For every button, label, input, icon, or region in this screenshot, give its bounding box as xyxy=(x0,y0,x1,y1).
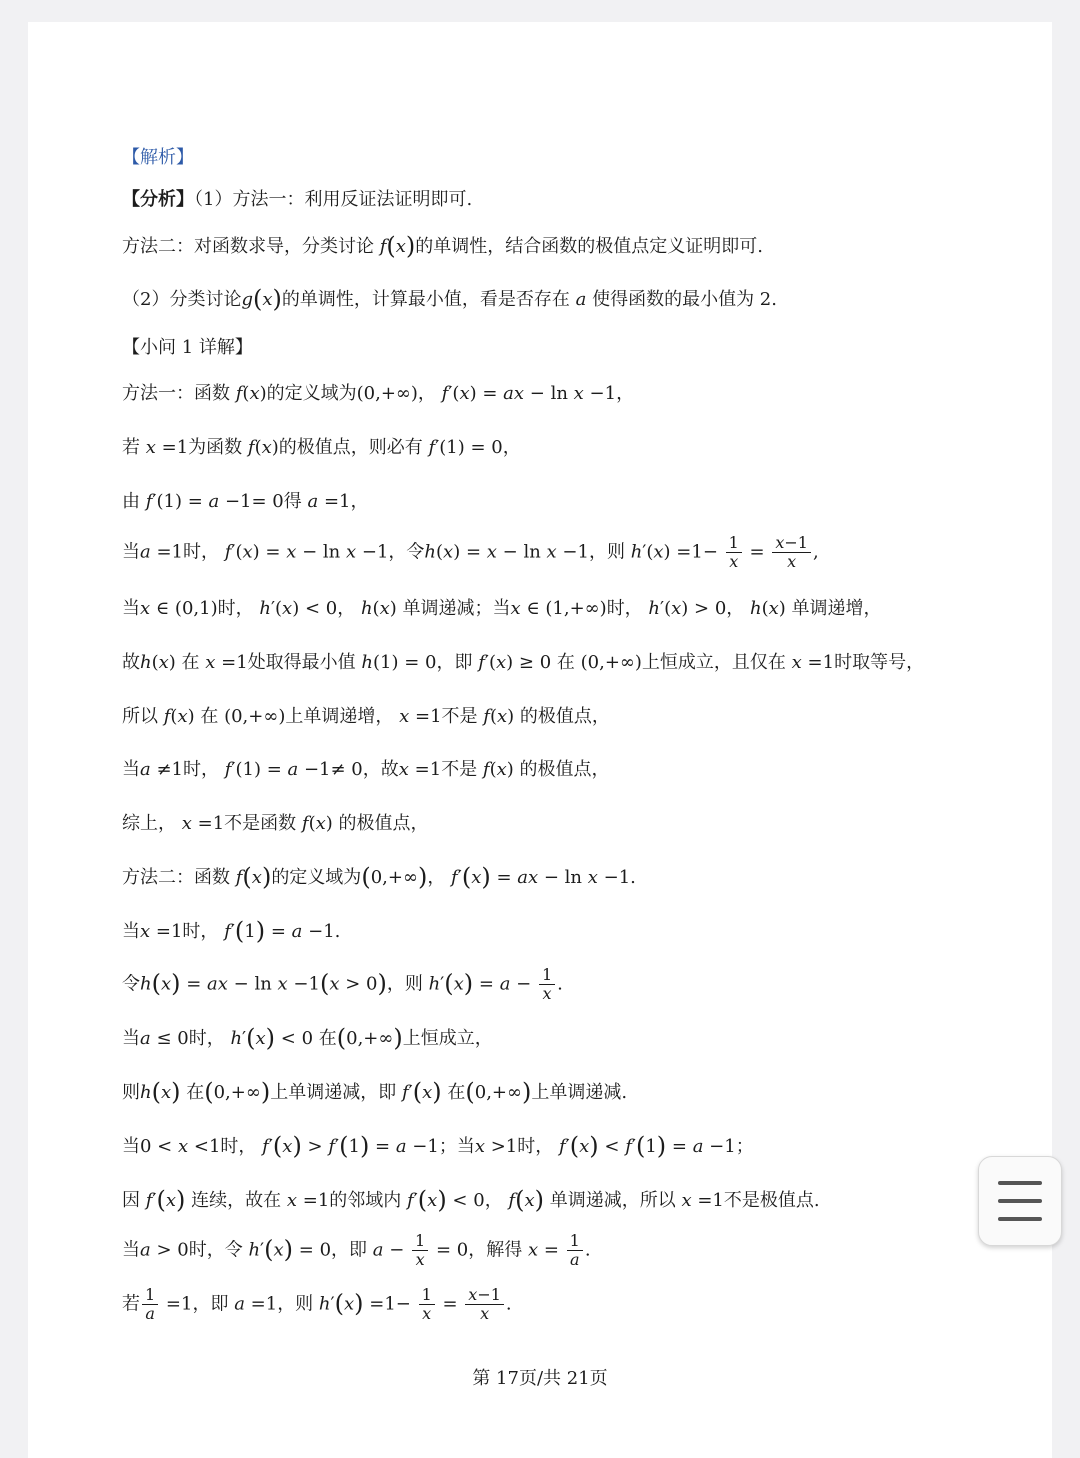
q1-method2-line-4: 当a ≤ 0时， h′(x) < 0 在(0,+∞)上恒成立， xyxy=(122,1024,493,1052)
q1-line-8: 当a ≠1时， f′(1) = a −1≠ 0，故x =1不是 f(x) 的极值点， xyxy=(122,759,610,780)
q1-line-1: 方法一：函数 f(x)的定义域为(0,+∞)， f′(x) = ax − ln x −1， xyxy=(122,383,635,404)
q1-line-3: 由 f′(1) = a −1= 0得 a =1， xyxy=(122,491,369,512)
q1-method2-line-3: 令h(x) = ax − ln x −1(x > 0)，则 h′(x) = a − $\frac{1}{x}$ . xyxy=(122,965,563,1003)
q1-line-6: 故h(x) 在 x =1处取得最小值 h(1) = 0，即 f′(x) ≥ 0 在 (0,+∞)上恒成立，且仅在 x =1时取等号， xyxy=(122,652,925,673)
q1-method2-line-6: 当0 < x <1时， f′(x) > f′(1) = a −1；当x >1时， f′(x) < f′(1) = a −1； xyxy=(122,1132,754,1160)
q1-line-4: 当a =1时， f′(x) = x − ln x −1，令h(x) = x − ln x −1，则 h′(x) =1− $\frac{1}{x}$ = $\frac{x-1}{x}$ , xyxy=(122,533,819,571)
q1-method2-line-2: 当x =1时， f′(1) = a −1. xyxy=(122,917,341,945)
analysis-label: 【分析】 xyxy=(122,189,194,210)
q1-method2-line-8: 当a > 0时，令 h′(x) = 0，即 a − $\frac{1}{x}$ = 0，解得 x = $\frac{1}{a}$ . xyxy=(122,1231,591,1269)
q1-method2-line-5: 则h(x) 在(0,+∞)上单调递减，即 f′(x) 在(0,+∞)上单调递减. xyxy=(122,1078,628,1106)
q1-method2-line-7: 因 f′(x) 连续，故在 x =1的邻域内 f′(x) < 0， f(x) 单调递减，所以 x =1不是极值点. xyxy=(122,1186,820,1214)
document-page xyxy=(28,22,1052,1458)
section-heading: 【解析】 xyxy=(122,147,194,168)
analysis-line-3: （2）分类讨论g(x)的单调性，计算最小值，看是否存在 a 使得函数的最小值为 2. xyxy=(122,285,777,313)
q1-line-5: 当x ∈ (0,1)时， h′(x) < 0， h(x) 单调递减；当x ∈ (1,+∞)时， h′(x) > 0， h(x) 单调递增， xyxy=(122,598,882,619)
q1-line-9: 综上， x =1不是函数 f(x) 的极值点， xyxy=(122,813,429,834)
q1-method2-line-9: 若 $\frac{1}{a}$ =1，即 a =1，则 h′(x) =1− $\frac{1}{x}$ = $\frac{x-1}{x}$ . xyxy=(122,1285,512,1323)
q1-method2-line-1: 方法二：函数 f(x)的定义域为(0,+∞)， f′(x) = ax − ln x −1. xyxy=(122,863,636,891)
q1-line-7: 所以 f(x) 在 (0,+∞)上单调递增， x =1不是 f(x) 的极值点， xyxy=(122,706,610,727)
menu-button[interactable] xyxy=(978,1156,1062,1246)
analysis-line-1: 【分析】（1）方法一：利用反证法证明即可. xyxy=(122,189,473,210)
page-number: 第 17页/共 21页 xyxy=(472,1368,608,1389)
q1-line-2: 若 x =1为函数 f(x)的极值点，则必有 f′(1) = 0， xyxy=(122,437,521,458)
analysis-line-2: 方法二：对函数求导，分类讨论 f(x)的单调性，结合函数的极值点定义证明即可. xyxy=(122,232,764,260)
q1-heading: 【小问 1 详解】 xyxy=(122,337,253,358)
